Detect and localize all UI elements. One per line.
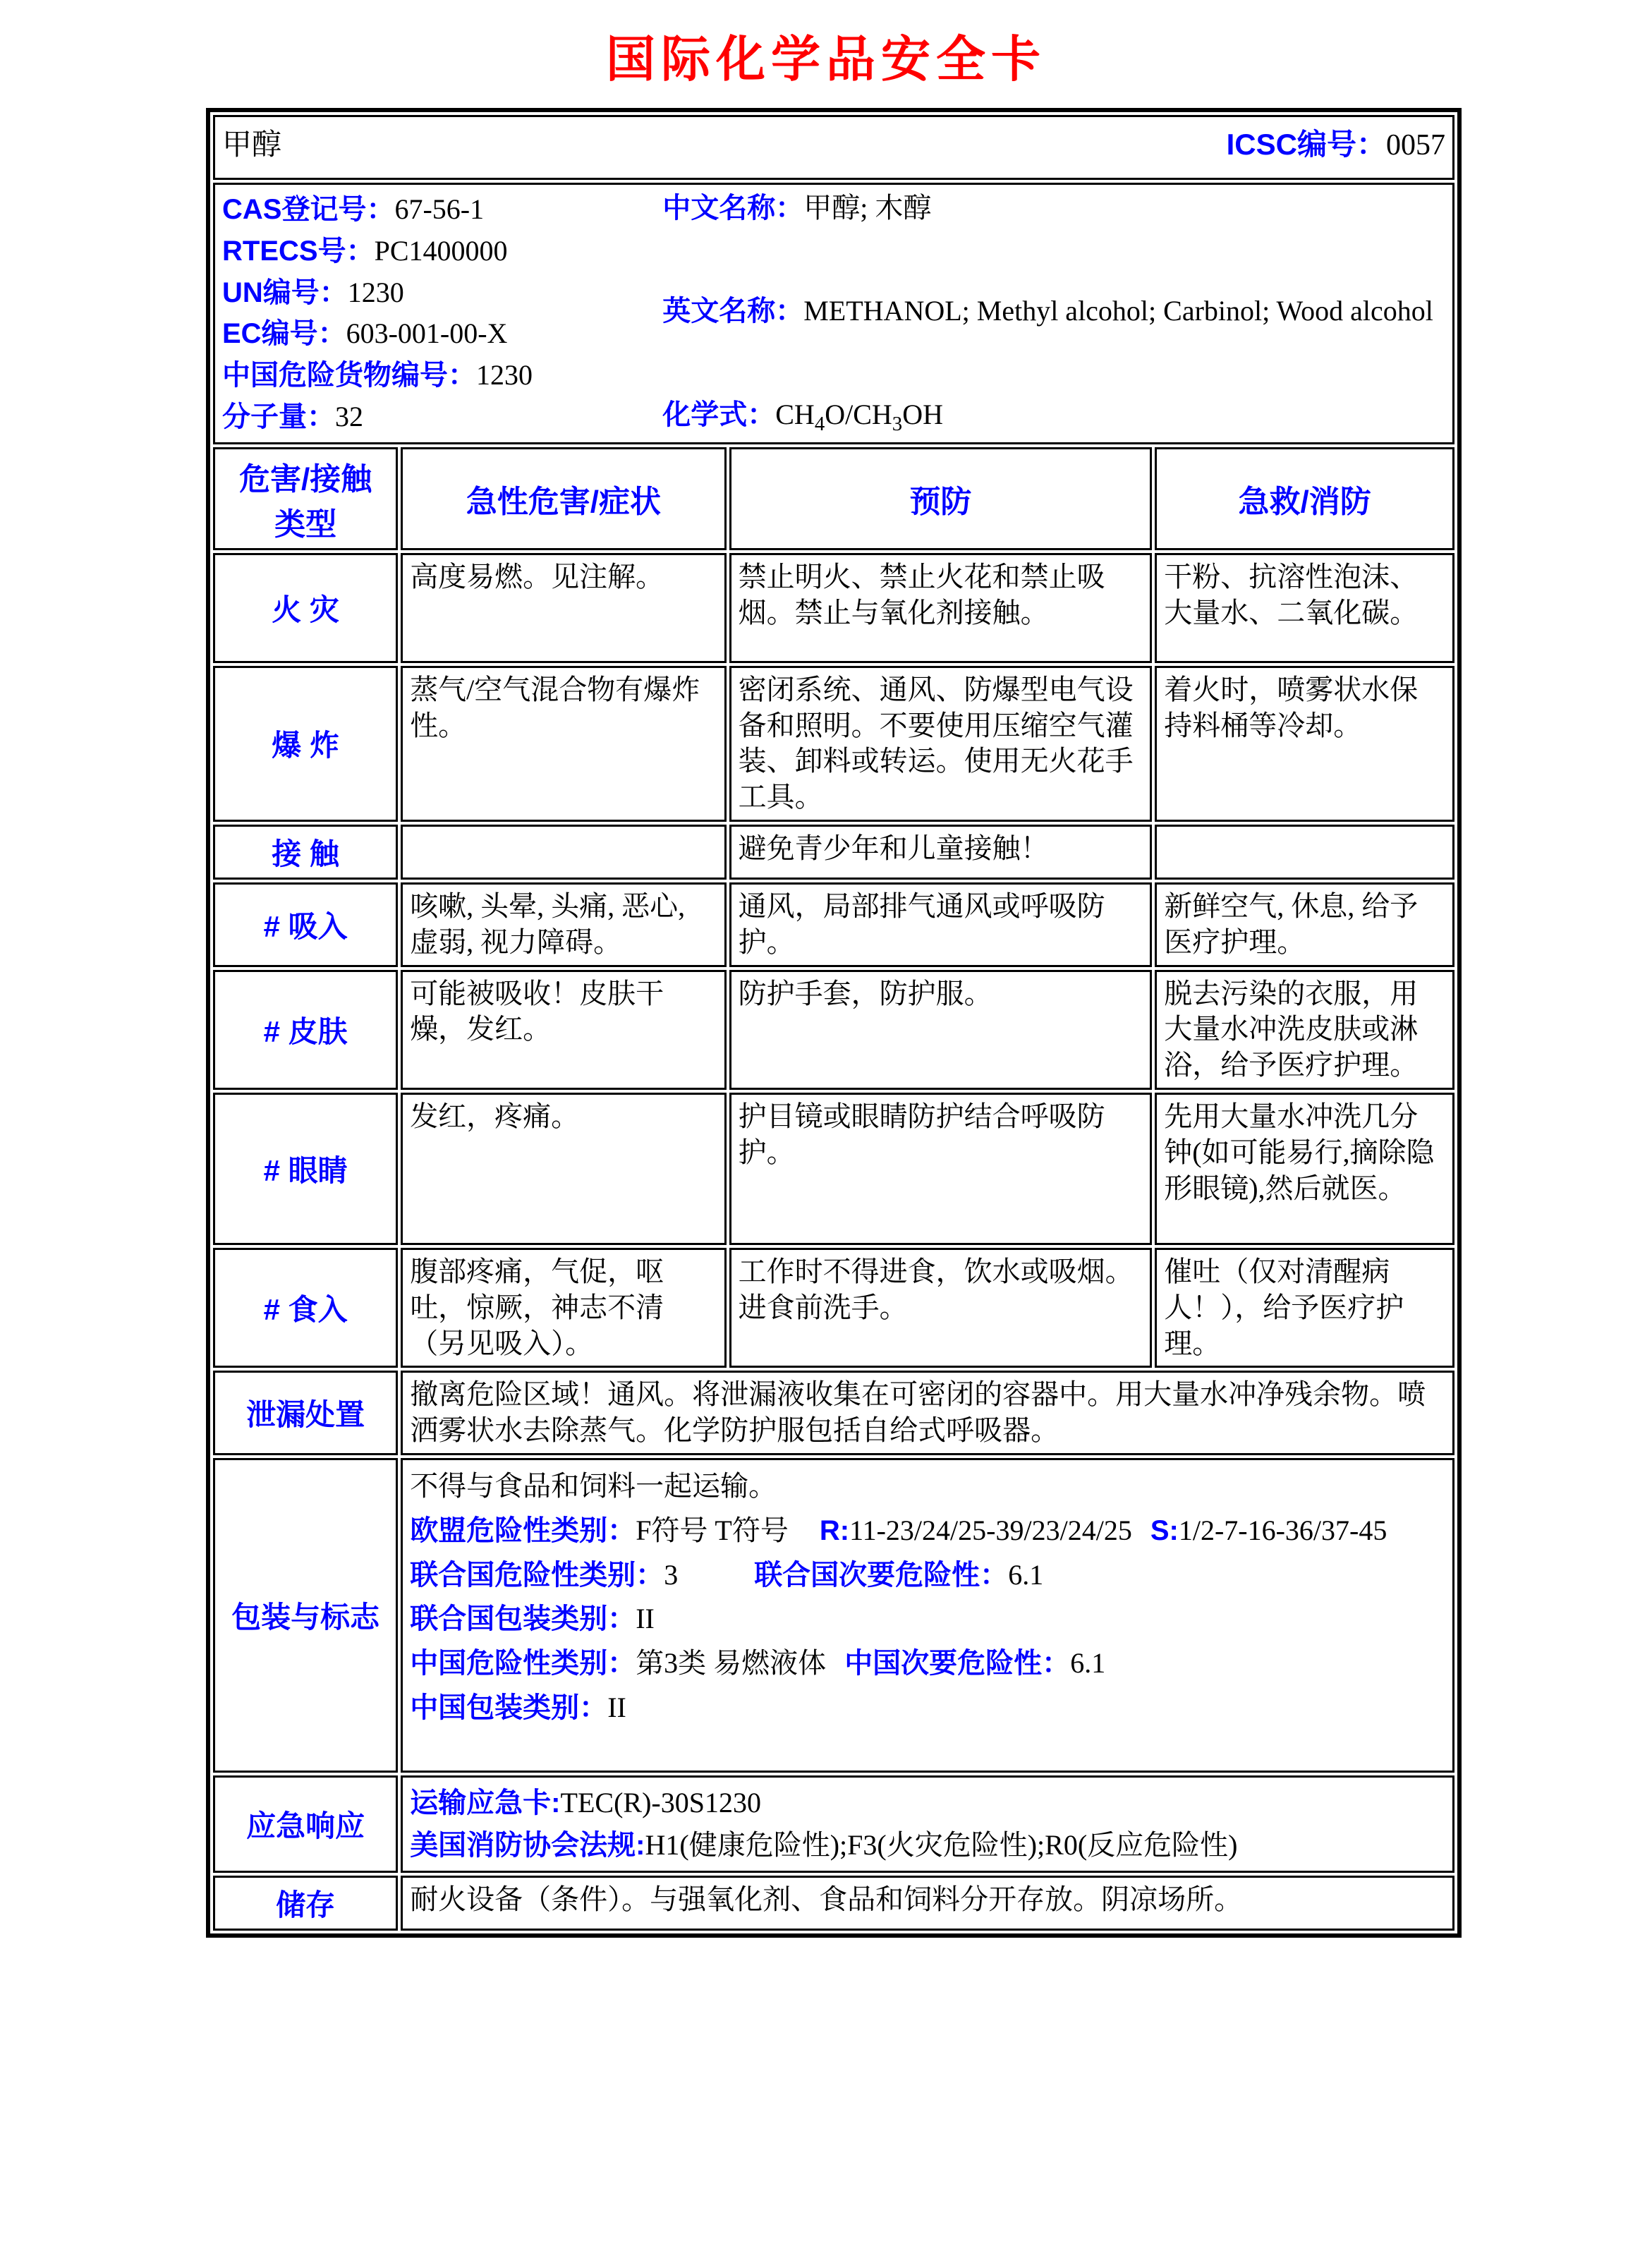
transport-note: 不得与食品和饲料一起运输。 (410, 1469, 777, 1502)
chemical-formula: 化学式：$CH_4O/CH_3OH$ (662, 398, 943, 435)
ingestion-prevention-cell: 工作时不得进食，饮水或吸烟。进食前洗手。 (729, 1248, 1153, 1368)
exposure-response-cell (1155, 825, 1454, 880)
page-title: 国际化学品安全卡 (606, 30, 1046, 88)
skin-label-cell: # 皮肤 (213, 970, 398, 1090)
emergency-label-cell: 应急响应 (213, 1775, 398, 1873)
packaging-text-cell (401, 1458, 1454, 1773)
fire-response-cell: 干粉、抗溶性泡沫、大量水、二氧化碳。 (1155, 553, 1454, 663)
un-number: UN编号：1230 (222, 276, 404, 308)
header-hazard-type-cell: 危害/接触 类型 (213, 447, 398, 550)
header-prevention-cell: 预防 (729, 447, 1153, 550)
exposure-prevention-cell: 避免青少年和儿童接触！ (729, 825, 1153, 880)
china-hazard-class: 中国危险性类别：第3类 易燃液体 中国次要危险性：6.1 (410, 1647, 1106, 1680)
names-block (662, 189, 1445, 438)
eu-hazard-class: 欧盟危险性类别：F符号 T符号 R:11-23/24/25-39/23/24/25 S:1/2-7-16-36/37-45 (410, 1514, 1387, 1546)
substance-header-cell (213, 115, 1454, 180)
spillage-label-cell: 泄漏处置 (213, 1371, 398, 1455)
explosion-prevention-cell: 密闭系统、通风、防爆型电气设备和照明。不要使用压缩空气灌装、卸料或转运。使用无火花手工具。 (729, 666, 1153, 822)
table-row-eyes (213, 1093, 1454, 1245)
eyes-symptoms-cell: 发红，疼痛。 (401, 1093, 726, 1245)
spillage-text-cell: 撤离危险区域！通风。将泄漏液收集在可密闭的容器中。用大量水冲净残余物。喷洒雾状水去除蒸气。化学防护服包括自给式呼吸器。 (401, 1371, 1454, 1455)
eyes-response-cell: 先用大量水冲洗几分钟(如可能易行,摘除隐形眼镜),然后就医。 (1155, 1093, 1454, 1245)
packaging-label-cell: 包装与标志 (213, 1458, 398, 1773)
substance-name: 甲醇 (222, 129, 282, 162)
inhalation-prevention-cell: 通风，局部排气通风或呼吸防护。 (729, 882, 1153, 967)
table-row-emergency (213, 1775, 1454, 1873)
exposure-label-cell: 接 触 (213, 825, 398, 880)
table-row-storage (213, 1876, 1454, 1931)
china-packing-group: 中国包装类别：II (410, 1691, 626, 1723)
emergency-text-cell (401, 1775, 1454, 1873)
table-header-row (213, 447, 1454, 550)
skin-prevention-cell: 防护手套，防护服。 (729, 970, 1153, 1090)
icsc-label: ICSC编号： (1226, 128, 1386, 161)
explosion-label-cell: 爆 炸 (213, 666, 398, 822)
table-row-explosion (213, 666, 1454, 822)
icsc-number (1227, 121, 1445, 164)
table-row (213, 183, 1454, 444)
ingestion-response-cell: 催吐（仅对清醒病人！），给予医疗护理。 (1155, 1248, 1454, 1368)
skin-response-cell: 脱去污染的衣服，用大量水冲洗皮肤或淋浴，给予医疗护理。 (1155, 970, 1454, 1090)
storage-text-cell: 耐火设备（条件）。与强氧化剂、食品和饲料分开存放。阴凉场所。 (401, 1876, 1454, 1931)
fire-symptoms-cell: 高度易燃。见注解。 (401, 553, 726, 663)
exposure-symptoms-cell (401, 825, 726, 880)
inhalation-label-cell: # 吸入 (213, 882, 398, 967)
china-dg-number: 中国危险货物编号：1230 (222, 359, 533, 391)
cas-number: CAS登记号：67-56-1 (222, 193, 485, 225)
table-row-skin (213, 970, 1454, 1090)
skin-symptoms-cell: 可能被吸收！皮肤干燥，发红。 (401, 970, 726, 1090)
storage-label-cell: 储存 (213, 1876, 398, 1931)
substance-header (222, 121, 1445, 164)
header-firefighting-cell: 急救/消防 (1155, 447, 1454, 550)
fire-prevention-cell: 禁止明火、禁止火花和禁止吸烟。禁止与氧化剂接触。 (729, 553, 1153, 663)
identifier-list (222, 189, 662, 438)
inhalation-symptoms-cell: 咳嗽, 头晕, 头痛, 恶心, 虚弱, 视力障碍。 (401, 882, 726, 967)
header-acute-hazards-cell: 急性危害/症状 (401, 447, 726, 550)
table-row-ingestion (213, 1248, 1454, 1368)
table-row-spillage (213, 1371, 1454, 1455)
fire-label-cell: 火 灾 (213, 553, 398, 663)
table-row (213, 115, 1454, 180)
english-name: 英文名称：METHANOL; Methyl alcohol; Carbinol; Wood alcohol (662, 295, 1433, 327)
table-row-packaging (213, 1458, 1454, 1773)
nfpa-code: 美国消防协会法规:H1(健康危险性);F3(火灾危险性);R0(反应危险性) (410, 1828, 1238, 1861)
ingestion-symptoms-cell: 腹部疼痛，气促，呕吐，惊厥，神志不清（另见吸入）。 (401, 1248, 726, 1368)
inhalation-response-cell: 新鲜空气, 休息, 给予医疗护理。 (1155, 882, 1454, 967)
eyes-prevention-cell: 护目镜或眼睛防护结合呼吸防护。 (729, 1093, 1153, 1245)
table-row-exposure (213, 825, 1454, 880)
explosion-response-cell: 着火时，喷雾状水保持料桶等冷却。 (1155, 666, 1454, 822)
table-row-fire (213, 553, 1454, 663)
molecular-weight: 分子量：32 (222, 400, 363, 432)
identifiers-cell (213, 183, 1454, 444)
eyes-label-cell: # 眼睛 (213, 1093, 398, 1245)
ingestion-label-cell: # 食入 (213, 1248, 398, 1368)
explosion-symptoms-cell: 蒸气/空气混合物有爆炸性。 (401, 666, 726, 822)
table-row-inhalation (213, 882, 1454, 967)
safety-card-table (206, 108, 1462, 1938)
un-packing-group: 联合国包装类别：II (410, 1603, 655, 1635)
icsc-value: 0057 (1386, 129, 1445, 162)
ec-number: EC编号：603-001-00-X (222, 317, 508, 350)
transport-emergency-card: 运输应急卡:TEC(R)-30S1230 (410, 1786, 761, 1818)
chinese-name: 中文名称：甲醇; 木醇 (662, 192, 932, 224)
un-hazard-class: 联合国危险性类别：3 联合国次要危险性：6.1 (410, 1558, 1044, 1591)
rtecs-number: RTECS号：PC1400000 (222, 234, 508, 267)
